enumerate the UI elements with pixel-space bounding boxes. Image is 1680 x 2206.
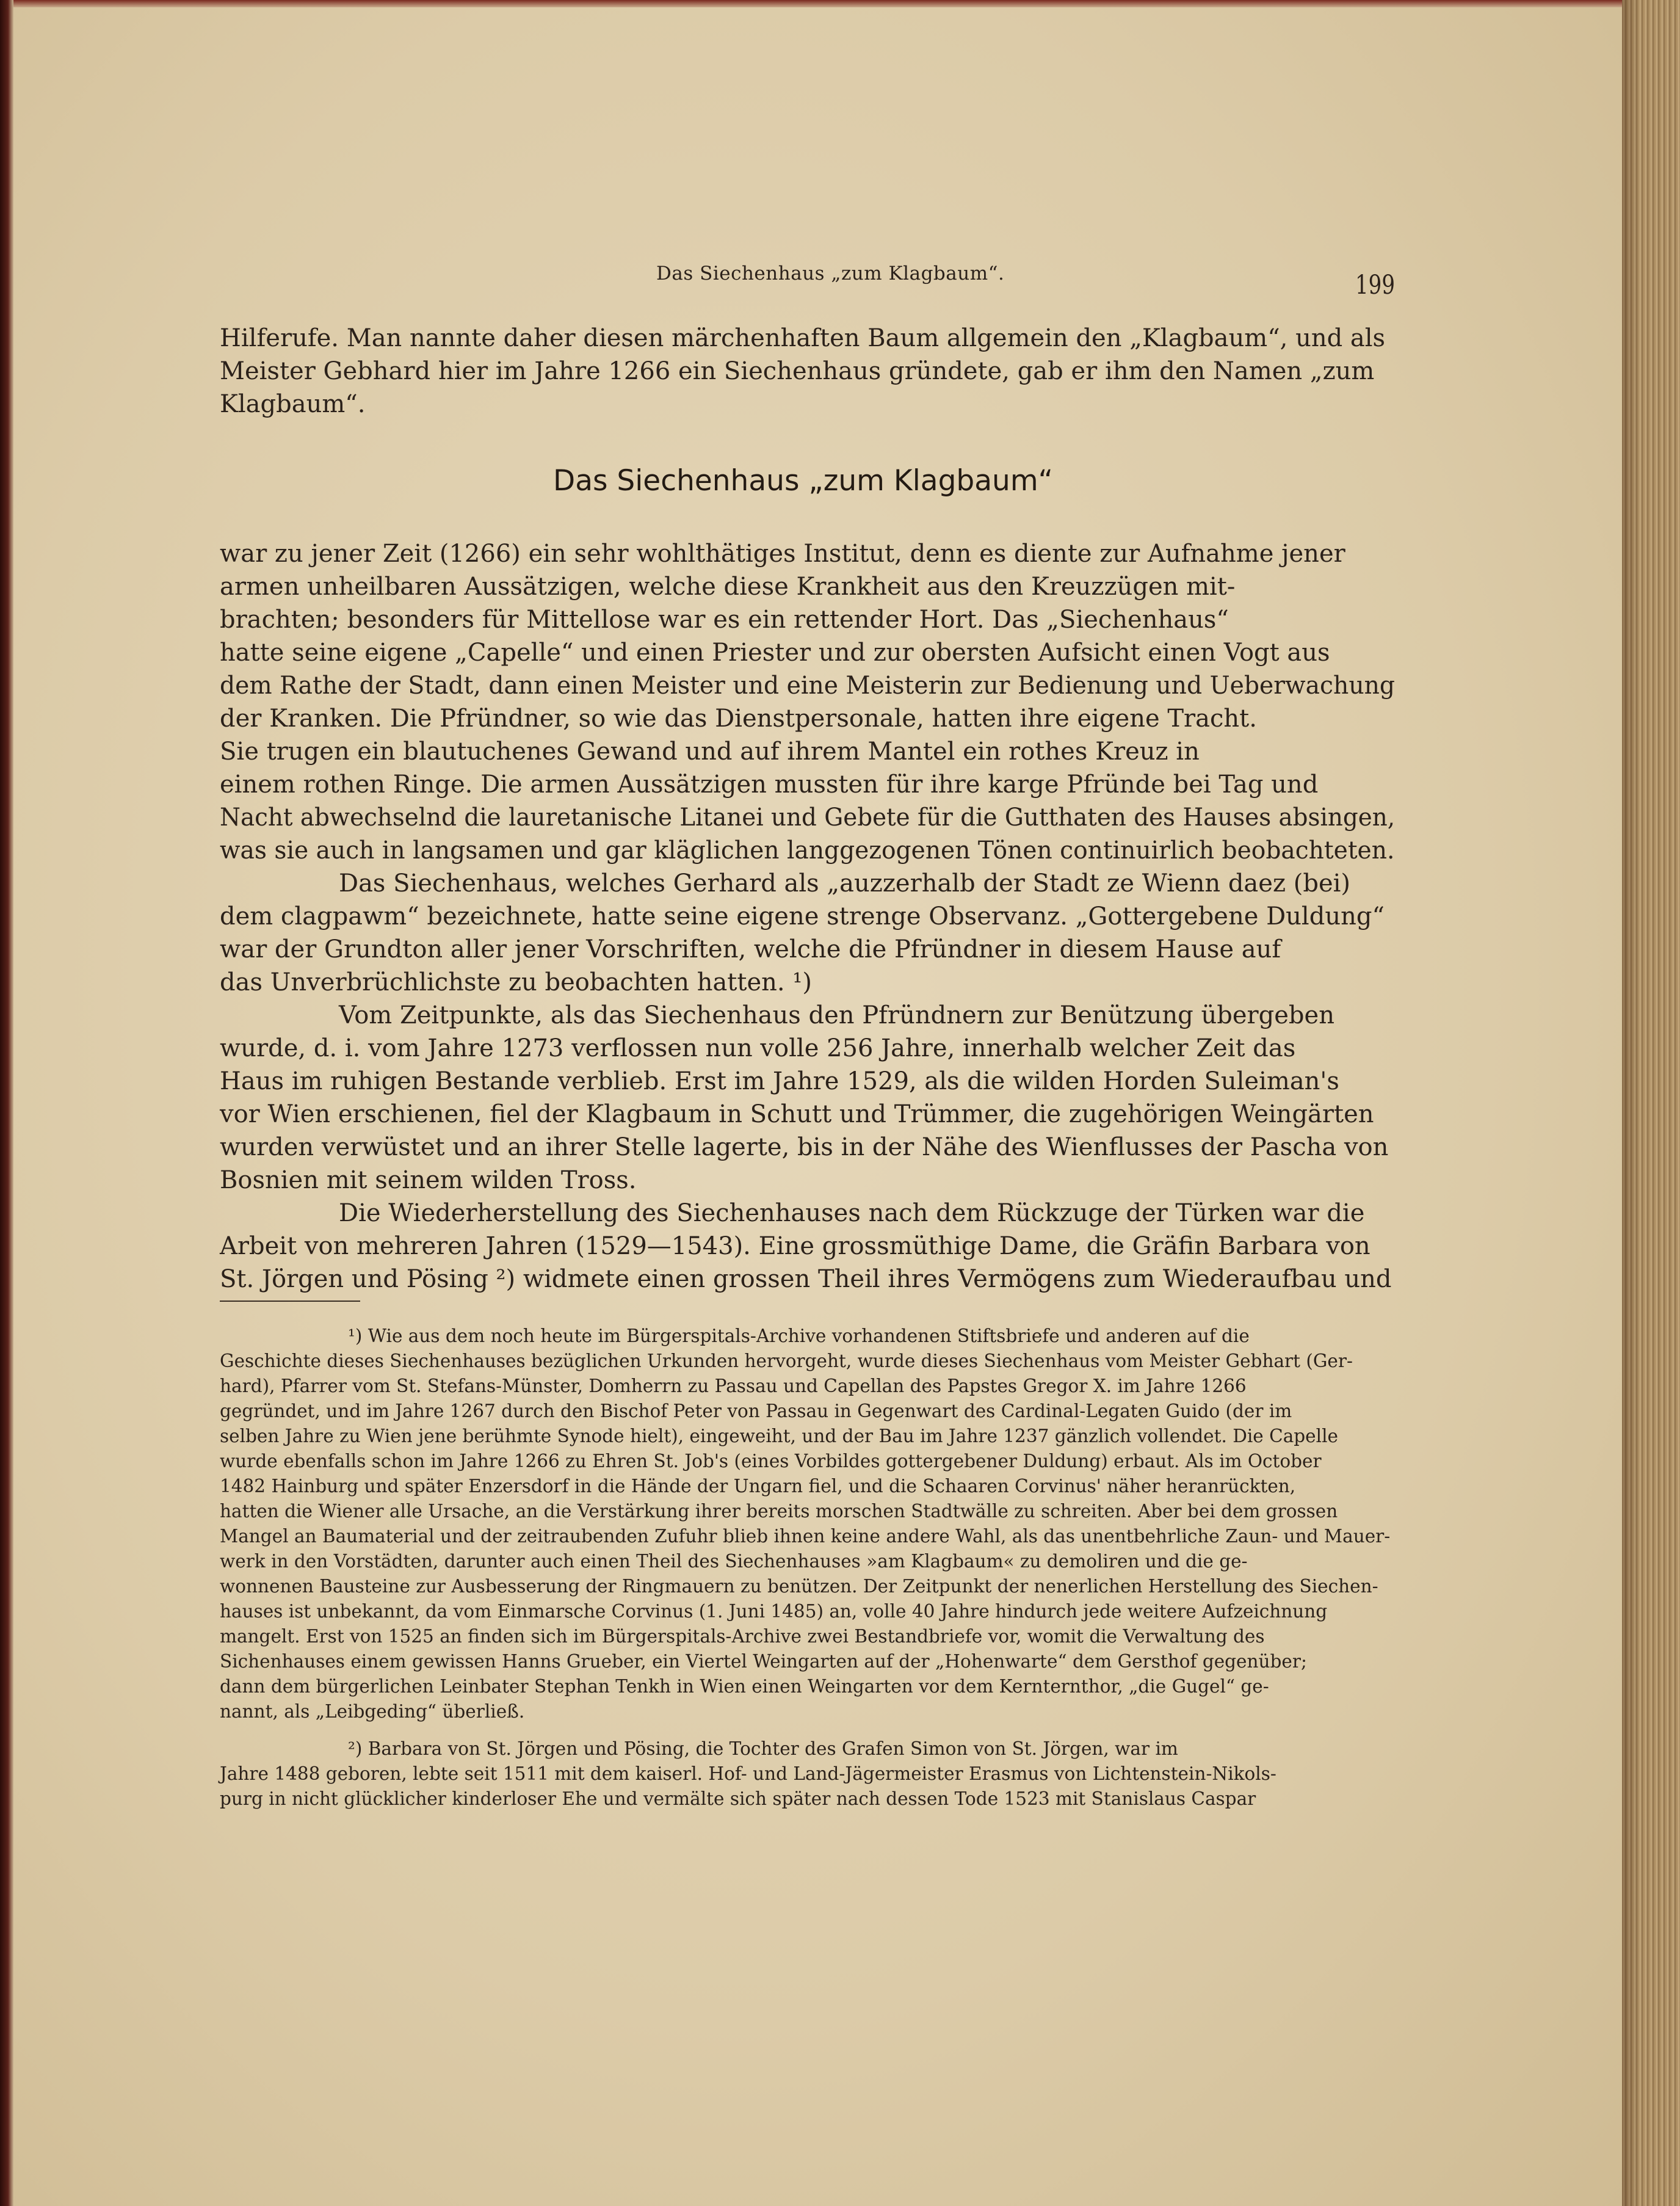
footnote-line: purg in nicht glücklicher kinderloser Ehe und vermälte sich später nach dessen Tode 1523 mit Stanislaus Caspar xyxy=(220,1788,1256,1809)
body-line: war der Grundton aller jener Vorschriften, welche die Pfründner in diesem Hause auf xyxy=(220,935,1281,963)
book-cover-edge-top xyxy=(13,0,1622,7)
footnote-divider xyxy=(220,1301,360,1302)
body-line: Haus im ruhigen Bestande verblieb. Erst im Jahre 1529, als die wilden Horden Suleiman's xyxy=(220,1067,1339,1095)
body-line: Das Siechenhaus, welches Gerhard als „auzzerhalb der Stadt ze Wienn daez (bei) xyxy=(339,869,1351,898)
body-line: hatte seine eigene „Capelle“ und einen Priester und zur obersten Aufsicht einen Vogt aus xyxy=(220,639,1330,667)
footnote-line: werk in den Vorstädten, darunter auch einen Theil des Siechenhauses »am Klagbaum« zu demoliren und die ge- xyxy=(220,1551,1248,1572)
body-line: St. Jörgen und Pösing ²) widmete einen grossen Theil ihres Vermögens zum Wiederaufbau und xyxy=(220,1265,1392,1293)
body-line: Vom Zeitpunkte, als das Siechenhaus den Pfründnern zur Benützung übergeben xyxy=(339,1001,1334,1029)
running-header: Das Siechenhaus „zum Klagbaum“. xyxy=(656,263,1005,285)
body-line: Sie trugen ein blautuchenes Gewand und auf ihrem Mantel ein rothes Kreuz in xyxy=(220,738,1200,766)
book-binding-edge xyxy=(0,0,13,2206)
footnote-line: Jahre 1488 geboren, lebte seit 1511 mit dem kaiserl. Hof- und Land-Jägermeister Erasmus von Lichtenstein-Nikols- xyxy=(220,1763,1276,1784)
footnote-line: hauses ist unbekannt, da vom Einmarsche Corvinus (1. Juni 1485) an, volle 40 Jahre hindurch jede weitere Aufzeichnung xyxy=(220,1601,1328,1622)
footnote-line: gegründet, und im Jahre 1267 durch den Bischof Peter von Passau in Gegenwart des Cardinal-Legaten Guido (der im xyxy=(220,1401,1292,1421)
footnote-line: selben Jahre zu Wien jene berühmte Synode hielt), eingeweiht, und der Bau im Jahre 1237 gänzlich vollendet. Die Capelle xyxy=(220,1426,1338,1446)
footnote-line: wonnenen Bausteine zur Ausbesserung der Ringmauern zu benützen. Der Zeitpunkt der nenerlichen Herstellung des Siechen- xyxy=(220,1576,1378,1597)
footnote-line: Sichenhauses einem gewissen Hanns Grueber, ein Viertel Weingarten auf der „Hohenwarte“ dem Gersthof gegenüber; xyxy=(220,1651,1307,1672)
page-number: 199 xyxy=(1355,270,1396,300)
body-line: vor Wien erschienen, fiel der Klagbaum in Schutt und Trümmer, die zugehörigen Weingärten xyxy=(220,1100,1374,1128)
footnote-line: wurde ebenfalls schon im Jahre 1266 zu Ehren St. Job's (eines Vorbildes gottergebener Duldung) erbaut. Als im October xyxy=(220,1451,1322,1471)
section-heading: Das Siechenhaus „zum Klagbaum“ xyxy=(553,464,1053,498)
body-line: brachten; besonders für Mittellose war es ein rettender Hort. Das „Siechenhaus“ xyxy=(220,606,1229,634)
footnote-line: ¹) Wie aus dem noch heute im Bürgerspitals-Archive vorhandenen Stiftsbriefe und anderen auf die xyxy=(348,1326,1250,1346)
body-line: was sie auch in langsamen und gar kläglichen langgezogenen Tönen continuirlich beobachteten. xyxy=(220,836,1395,865)
body-line: armen unheilbaren Aussätzigen, welche diese Krankheit aus den Kreuzzügen mit- xyxy=(220,573,1236,601)
body-line: Arbeit von mehreren Jahren (1529—1543). Eine grossmüthige Dame, die Gräfin Barbara von xyxy=(220,1232,1370,1260)
footnote-line: ²) Barbara von St. Jörgen und Pösing, die Tochter des Grafen Simon von St. Jörgen, war im xyxy=(348,1738,1178,1759)
body-line: Bosnien mit seinem wilden Tross. xyxy=(220,1166,637,1194)
footnote-line: Geschichte dieses Siechenhauses bezüglichen Urkunden hervorgeht, wurde dieses Siechenhaus vom Meister Gebhart (Ger- xyxy=(220,1351,1353,1371)
footnote-line: mangelt. Erst von 1525 an finden sich im Bürgerspitals-Archive zwei Bestandbriefe vor, womit die Verwaltung des xyxy=(220,1626,1265,1647)
intro-line: Meister Gebhard hier im Jahre 1266 ein Siechenhaus gründete, gab er ihm den Namen „zum xyxy=(220,357,1375,385)
body-line: dem Rathe der Stadt, dann einen Meister und eine Meisterin zur Bedienung und Ueberwachung xyxy=(220,672,1396,700)
body-line: einem rothen Ringe. Die armen Aussätzigen mussten für ihre karge Pfründe bei Tag und xyxy=(220,771,1319,799)
body-line: das Unverbrüchlichste zu beobachten hatten. ¹) xyxy=(220,968,812,996)
body-line: der Kranken. Die Pfründner, so wie das Dienstpersonale, hatten ihre eigene Tracht. xyxy=(220,705,1257,733)
body-line: wurde, d. i. vom Jahre 1273 verflossen nun volle 256 Jahre, innerhalb welcher Zeit das xyxy=(220,1034,1296,1062)
footnote-line: hatten die Wiener alle Ursache, an die Verstärkung ihrer bereits morschen Stadtwälle zu schreiten. Aber bei dem grossen xyxy=(220,1501,1338,1522)
page-edges-stack xyxy=(1622,0,1680,2206)
intro-line: Hilferufe. Man nannte daher diesen märchenhaften Baum allgemein den „Klagbaum“, und als xyxy=(220,324,1386,352)
intro-line: Klagbaum“. xyxy=(220,390,366,418)
body-line: war zu jener Zeit (1266) ein sehr wohlthätiges Institut, denn es diente zur Aufnahme jener xyxy=(220,540,1345,568)
body-line: dem clagpawm“ bezeichnete, hatte seine eigene strenge Observanz. „Gottergebene Duldung“ xyxy=(220,902,1385,931)
body-line: wurden verwüstet und an ihrer Stelle lagerte, bis in der Nähe des Wienflusses der Pascha von xyxy=(220,1133,1389,1161)
body-line: Nacht abwechselnd die lauretanische Litanei und Gebete für die Gutthaten des Hauses absingen, xyxy=(220,804,1396,832)
footnote-line: dann dem bürgerlichen Leinbater Stephan Tenkh in Wien einen Weingarten vor dem Kernternthor, „die Gugel“ ge- xyxy=(220,1676,1269,1697)
footnote-line: hard), Pfarrer vom St. Stefans-Münster, Domherrn zu Passau und Capellan des Papstes Gregor X. im Jahre 1266 xyxy=(220,1376,1247,1396)
footnote-line: 1482 Hainburg und später Enzersdorf in die Hände der Ungarn fiel, und die Schaaren Corvinus' näher heranrückten, xyxy=(220,1476,1296,1497)
body-line: Die Wiederherstellung des Siechenhauses nach dem Rückzuge der Türken war die xyxy=(339,1199,1365,1227)
footnote-line: Mangel an Baumaterial und der zeitraubenden Zufuhr blieb ihnen keine andere Wahl, als das unentbehrliche Zaun- und Mauer- xyxy=(220,1526,1391,1547)
footnote-line: nannt, als „Leibgeding“ überließ. xyxy=(220,1701,525,1722)
